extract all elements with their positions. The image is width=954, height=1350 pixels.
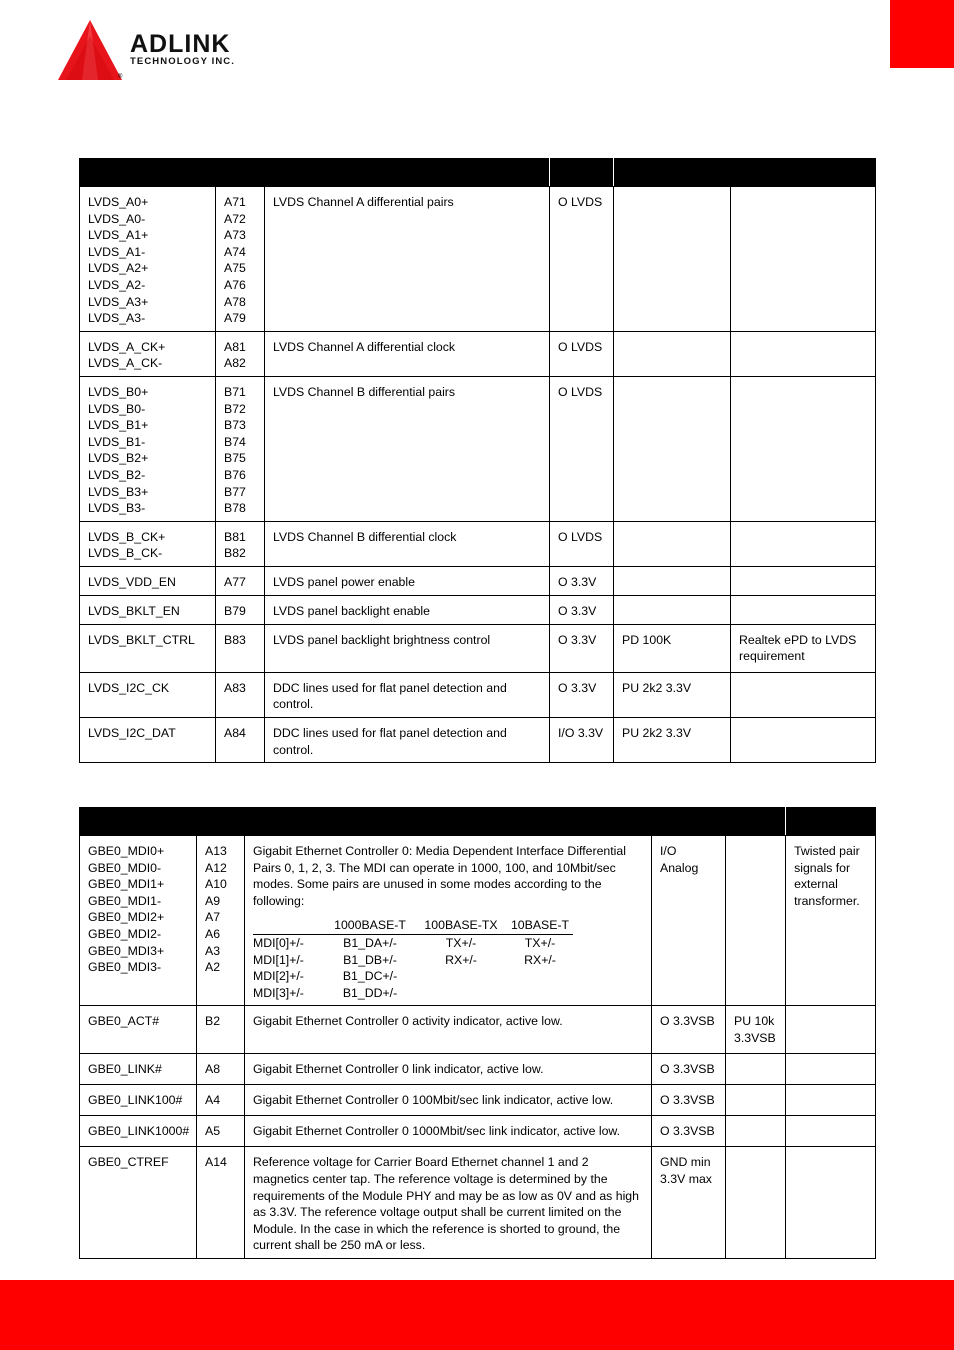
mode-cell — [415, 968, 507, 985]
table-row — [80, 1054, 876, 1085]
signal-cell: LVDS_A0+ LVDS_A0- LVDS_A1+ LVDS_A1- LVDS_A2+ LVDS_A2- LVDS_A3+ LVDS_A3- — [80, 187, 216, 332]
brand-name: ADLINK — [130, 30, 231, 58]
gbe-table-body — [80, 808, 876, 1259]
table-row — [80, 376, 876, 521]
pu-cell — [614, 331, 731, 376]
description-cell: DDC lines used for flat panel detection and control. — [265, 672, 550, 717]
pin-cell: A14 — [197, 1147, 245, 1259]
table-row — [80, 331, 876, 376]
pin-cell: B2 — [197, 1006, 245, 1054]
adlink-logo — [58, 18, 278, 86]
comment-cell: Twisted pair signals for external transformer. — [786, 836, 876, 1006]
lvds-table-body — [80, 159, 876, 763]
comment-cell — [731, 521, 876, 566]
signal-cell: LVDS_BKLT_CTRL — [80, 624, 216, 672]
description-cell: LVDS panel backlight brightness control — [265, 624, 550, 672]
signal-cell: LVDS_B0+ LVDS_B0- LVDS_B1+ LVDS_B1- LVDS_B2+ LVDS_B2- LVDS_B3+ LVDS_B3- — [80, 376, 216, 521]
table-row — [80, 187, 876, 332]
pu-cell — [614, 187, 731, 332]
signal-cell: GBE0_MDI0+ GBE0_MDI0- GBE0_MDI1+ GBE0_MDI1- GBE0_MDI2+ GBE0_MDI2- GBE0_MDI3+ GBE0_MDI3- — [80, 836, 197, 1006]
pin-cell: B83 — [216, 624, 265, 672]
table-row — [80, 624, 876, 672]
mode-cell: TX+/- — [524, 935, 556, 950]
description-cell: LVDS Channel A differential clock — [265, 331, 550, 376]
pin-cell: A8 — [197, 1054, 245, 1085]
pu-cell — [726, 1147, 786, 1259]
pin-cell: A84 — [216, 718, 265, 763]
io-cell: O 3.3V — [550, 595, 614, 624]
io-cell: O 3.3VSB — [652, 1054, 726, 1085]
table-row — [80, 1006, 876, 1054]
mode-cell: RX+/- — [445, 952, 477, 967]
description-cell: Gigabit Ethernet Controller 0 100Mbit/sec link indicator, active low. — [245, 1085, 652, 1116]
pin-cell: A71 A72 A73 A74 A75 A76 A78 A79 — [216, 187, 265, 332]
header-cell — [80, 159, 550, 187]
table-header-row — [80, 808, 876, 836]
header-cell — [80, 808, 786, 836]
description-cell: Gigabit Ethernet Controller 0 activity indicator, active low. — [245, 1006, 652, 1054]
pu-cell — [726, 1054, 786, 1085]
comment-cell — [731, 376, 876, 521]
pin-cell: A83 — [216, 672, 265, 717]
io-cell: I/O Analog — [652, 836, 726, 1006]
pu-cell: PU 2k2 3.3V — [614, 672, 731, 717]
mode-cell: TX+/- — [445, 935, 477, 950]
mode-cell: B1_DB+/- — [343, 952, 397, 967]
signal-cell: LVDS_I2C_CK — [80, 672, 216, 717]
mode-cell: B1_DD+/- — [342, 985, 398, 1000]
lvds-signal-table — [79, 158, 876, 763]
io-cell: O 3.3V — [550, 672, 614, 717]
mode-header-cell — [253, 917, 325, 934]
header-cell — [614, 159, 876, 187]
pin-cell: A5 — [197, 1116, 245, 1147]
mode-cell: MDI[3]+/- — [253, 985, 304, 1000]
table-row — [80, 521, 876, 566]
description-cell: LVDS panel backlight enable — [265, 595, 550, 624]
pu-cell: PU 2k2 3.3V — [614, 718, 731, 763]
header-cell — [550, 159, 614, 187]
comment-cell — [731, 595, 876, 624]
comment-cell — [786, 1006, 876, 1054]
table-row — [80, 595, 876, 624]
table-row — [80, 566, 876, 595]
pin-cell: B71 B72 B73 B74 B75 B76 B77 B78 — [216, 376, 265, 521]
io-cell: O 3.3V — [550, 624, 614, 672]
registered-mark: ® — [118, 74, 123, 80]
corner-tab — [890, 0, 954, 68]
description-cell: LVDS Channel B differential clock — [265, 521, 550, 566]
mode-header-row — [253, 917, 573, 934]
mode-cell — [507, 968, 573, 985]
io-cell: O 3.3VSB — [652, 1116, 726, 1147]
signal-cell: LVDS_BKLT_EN — [80, 595, 216, 624]
comment-cell — [786, 1085, 876, 1116]
comment-cell — [786, 1147, 876, 1259]
mode-cell: RX+/- — [524, 952, 556, 967]
io-cell: O 3.3V — [550, 566, 614, 595]
pu-cell — [614, 521, 731, 566]
description-cell: Gigabit Ethernet Controller 0 1000Mbit/sec link indicator, active low. — [245, 1116, 652, 1147]
pu-cell — [726, 1085, 786, 1116]
mode-header-cell: 100BASE-TX — [415, 917, 507, 934]
mode-cell — [507, 985, 573, 1002]
io-cell: O LVDS — [550, 331, 614, 376]
footer-bar — [0, 1280, 954, 1350]
pin-cell: B81 B82 — [216, 521, 265, 566]
pin-cell: A81 A82 — [216, 331, 265, 376]
io-cell: O 3.3VSB — [652, 1006, 726, 1054]
pin-cell: A4 — [197, 1085, 245, 1116]
adlink-triangle-icon — [58, 18, 124, 84]
mode-cell: MDI[1]+/- — [253, 952, 304, 967]
comment-cell — [731, 718, 876, 763]
brand-tagline: TECHNOLOGY INC. — [130, 56, 235, 67]
signal-cell: GBE0_ACT# — [80, 1006, 197, 1054]
mode-row — [253, 968, 573, 985]
signal-cell: LVDS_A_CK+ LVDS_A_CK- — [80, 331, 216, 376]
description-cell: LVDS Channel A differential pairs — [265, 187, 550, 332]
pu-cell — [726, 836, 786, 1006]
comment-cell — [731, 331, 876, 376]
description-cell: LVDS panel power enable — [265, 566, 550, 595]
description-cell: Reference voltage for Carrier Board Ethernet channel 1 and 2 magnetics center tap. The reference voltage is determined by the requirements of the Module PHY and may be as low as 0V and as high as 3.3V. The reference voltage output shall be current limited on the Module. In the case in which the reference is shorted to ground, the current shall be 250 mA or less. — [245, 1147, 652, 1259]
comment-cell — [731, 187, 876, 332]
mdi-mode-table — [253, 917, 573, 1001]
pin-cell: B79 — [216, 595, 265, 624]
mode-header-cell: 1000BASE-T — [325, 917, 415, 934]
mode-cell: B1_DC+/- — [342, 969, 398, 984]
description-cell — [245, 836, 652, 1006]
signal-cell: GBE0_LINK1000# — [80, 1116, 197, 1147]
pu-cell: PD 100K — [614, 624, 731, 672]
mode-cell — [415, 985, 507, 1002]
pu-cell — [614, 566, 731, 595]
table-row — [80, 672, 876, 717]
description-cell: DDC lines used for flat panel detection and control. — [265, 718, 550, 763]
mode-row — [253, 952, 573, 969]
io-cell: I/O 3.3V — [550, 718, 614, 763]
table-header-row — [80, 159, 876, 187]
description-cell: Gigabit Ethernet Controller 0 link indicator, active low. — [245, 1054, 652, 1085]
comment-cell: Realtek ePD to LVDS requirement — [731, 624, 876, 672]
description-text: Gigabit Ethernet Controller 0: Media Dependent Interface Differential Pairs 0, 1, 2, 3. The MDI can operate in 1000, 100, and 10Mbit/sec modes. Some pairs are unused in some modes according to the following: — [253, 844, 626, 908]
table-row — [80, 1147, 876, 1259]
comment-cell — [786, 1116, 876, 1147]
signal-cell: LVDS_B_CK+ LVDS_B_CK- — [80, 521, 216, 566]
comment-cell — [731, 672, 876, 717]
signal-cell: LVDS_VDD_EN — [80, 566, 216, 595]
table-row — [80, 718, 876, 763]
signal-cell: LVDS_I2C_DAT — [80, 718, 216, 763]
signal-cell: GBE0_LINK# — [80, 1054, 197, 1085]
pu-cell — [614, 376, 731, 521]
io-cell: O LVDS — [550, 376, 614, 521]
signal-cell: GBE0_CTREF — [80, 1147, 197, 1259]
pu-cell — [726, 1116, 786, 1147]
mode-cell: MDI[2]+/- — [253, 969, 304, 984]
comment-cell — [786, 1054, 876, 1085]
table-row — [80, 1116, 876, 1147]
mode-header-cell: 10BASE-T — [507, 917, 573, 934]
mode-cell: MDI[0]+/- — [253, 935, 304, 950]
io-cell: GND min 3.3V max — [652, 1147, 726, 1259]
mdi-mode-body — [253, 917, 573, 1001]
table-row — [80, 1085, 876, 1116]
header-cell — [786, 808, 876, 836]
description-cell: LVDS Channel B differential pairs — [265, 376, 550, 521]
pin-cell: A77 — [216, 566, 265, 595]
pu-cell — [614, 595, 731, 624]
pu-cell: PU 10k 3.3VSB — [726, 1006, 786, 1054]
io-cell: O LVDS — [550, 521, 614, 566]
comment-cell — [731, 566, 876, 595]
table-row — [80, 836, 876, 1006]
io-cell: O LVDS — [550, 187, 614, 332]
mode-cell: B1_DA+/- — [343, 935, 397, 950]
pin-cell: A13 A12 A10 A9 A7 A6 A3 A2 — [197, 836, 245, 1006]
mode-row — [253, 985, 573, 1002]
mode-row — [253, 934, 573, 951]
signal-cell: GBE0_LINK100# — [80, 1085, 197, 1116]
io-cell: O 3.3VSB — [652, 1085, 726, 1116]
gbe-signal-table — [79, 807, 876, 1259]
